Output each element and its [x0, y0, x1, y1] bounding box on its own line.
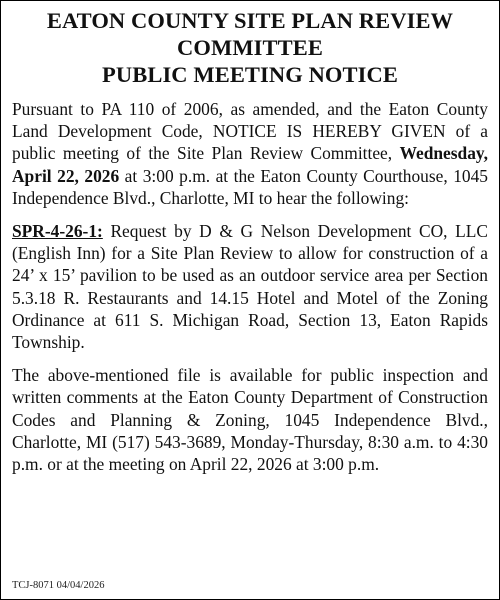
title-line-2: COMMITTEE [177, 35, 323, 60]
notice-title [12, 7, 488, 88]
case-request-text: Request by D & G Nelson Development CO, LLC (English Inn) for a Site Plan Review to allow for construction of a 24’ x 15’ pavilion to be used as an outdoor service area per Section 5.3.18 R. Restaurants and 14.15 Hotel and Motel of the Zoning Ordinance at 611 S. Michigan Road, Section 13, Eaton Rapids Township. [12, 221, 488, 353]
title-line-1: EATON COUNTY SITE PLAN REVIEW [46, 8, 454, 33]
inspection-info-text: The above-mentioned file is available for public inspection and written comments at the Eaton County Department of Construction Codes and Planning & Zoning, 1045 Independence Blvd., Charlotte, MI (517) 543-3689, Monday-Thursday, 8:30 a.m. to 4:30 p.m. or at the meeting on April 22, 2026 at 3:00 p.m. [12, 365, 488, 475]
case-request-paragraph [12, 220, 488, 353]
announcement-text-after: at 3:00 p.m. at the Eaton County Courthouse, 1045 Independence Blvd., Charlotte, MI to hear the following: [12, 165, 489, 208]
meeting-announcement-paragraph [12, 98, 488, 209]
case-number: SPR-4-26-1: [12, 221, 103, 242]
inspection-info-paragraph [12, 364, 488, 475]
title-line-3: PUBLIC MEETING NOTICE [102, 62, 398, 87]
meeting-date: Wednesday, April 22, 2026 [12, 143, 488, 186]
notice-reference: TCJ-8071 04/04/2026 [12, 580, 105, 591]
announcement-text-before: Pursuant to PA 110 of 2006, as amended, and the Eaton County Land Development Code, NOTICE IS HEREBY GIVEN of a public meeting of the Site Plan Review Committee, [12, 99, 488, 164]
